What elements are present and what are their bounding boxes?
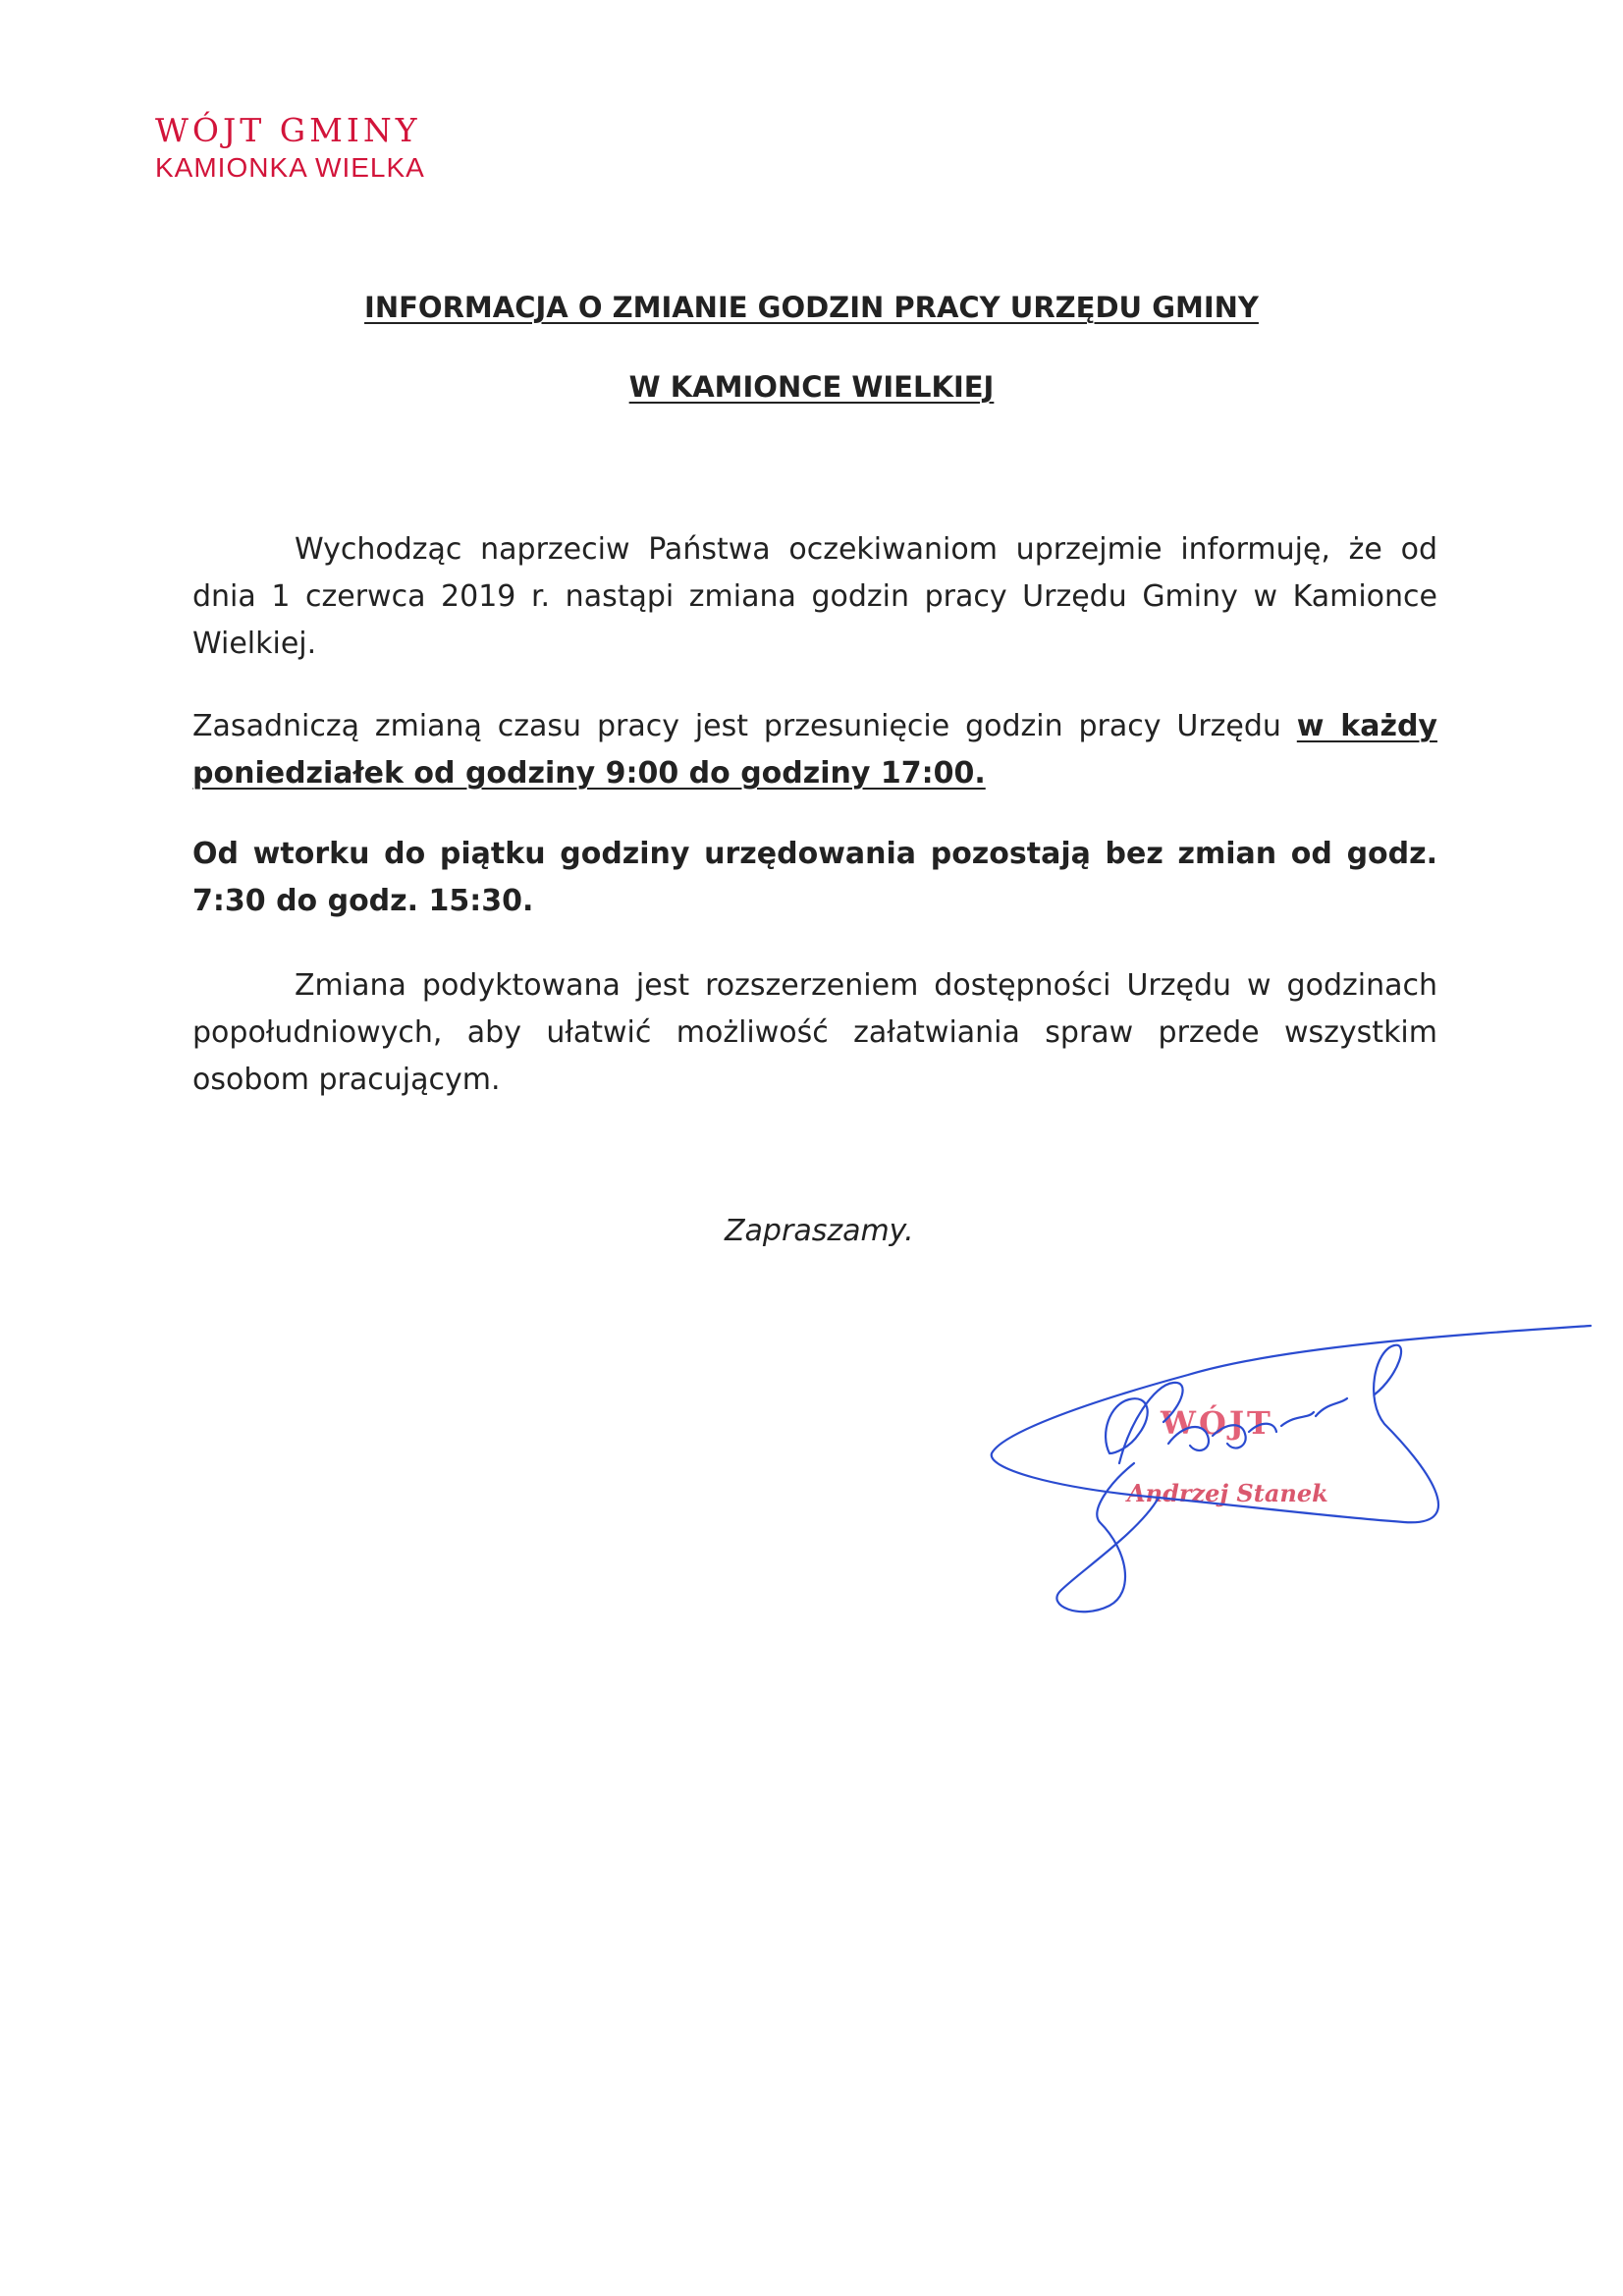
paragraph-main-change-emphasis: w każdy poniedziałek od godziny 9:00 do godziny 17:00. [192,709,1437,791]
paragraph-reason: Zmiana podyktowana jest rozszerzeniem dostępności Urzędu w godzinach popołudniowych, aby ułatwić możliwość załatwiania spraw przede wszystkim osobom pracującym. [192,968,1437,1097]
paragraph-intro: Wychodząc naprzeciw Państwa oczekiwaniom uprzejmie informuję, że od dnia 1 czerwca 2019 r. nastąpi zmiana godzin pracy Urzędu Gminy w Kamionce Wielkiej. [192,532,1437,661]
stamp-title: WÓJT [1161,1404,1273,1442]
heading-line-1: INFORMACJA O ZMIANIE GODZIN PRACY URZĘDU GMINY [364,291,1259,324]
handwritten-signature-icon [962,1306,1610,1620]
closing-invitation: Zapraszamy. [725,1214,914,1248]
letterhead-subtitle: KAMIONKA WIELKA [155,152,425,183]
letterhead [155,111,425,183]
stamp-name: Andrzej Stanek [1127,1479,1328,1507]
paragraph-main-change-lead: Zasadniczą zmianą czasu pracy jest przesunięcie godzin pracy Urzędu [192,709,1297,743]
signature-stamp-area [962,1306,1610,1620]
heading-line-2: W KAMIONCE WIELKIEJ [628,370,995,404]
paragraph-main-change [192,703,1437,797]
letterhead-title: WÓJT GMINY [155,111,421,149]
paragraph-unchanged-hours: Od wtorku do piątku godziny urzędowania pozostają bez zmian od godz. 7:30 do godz. 15:30. [192,837,1437,918]
